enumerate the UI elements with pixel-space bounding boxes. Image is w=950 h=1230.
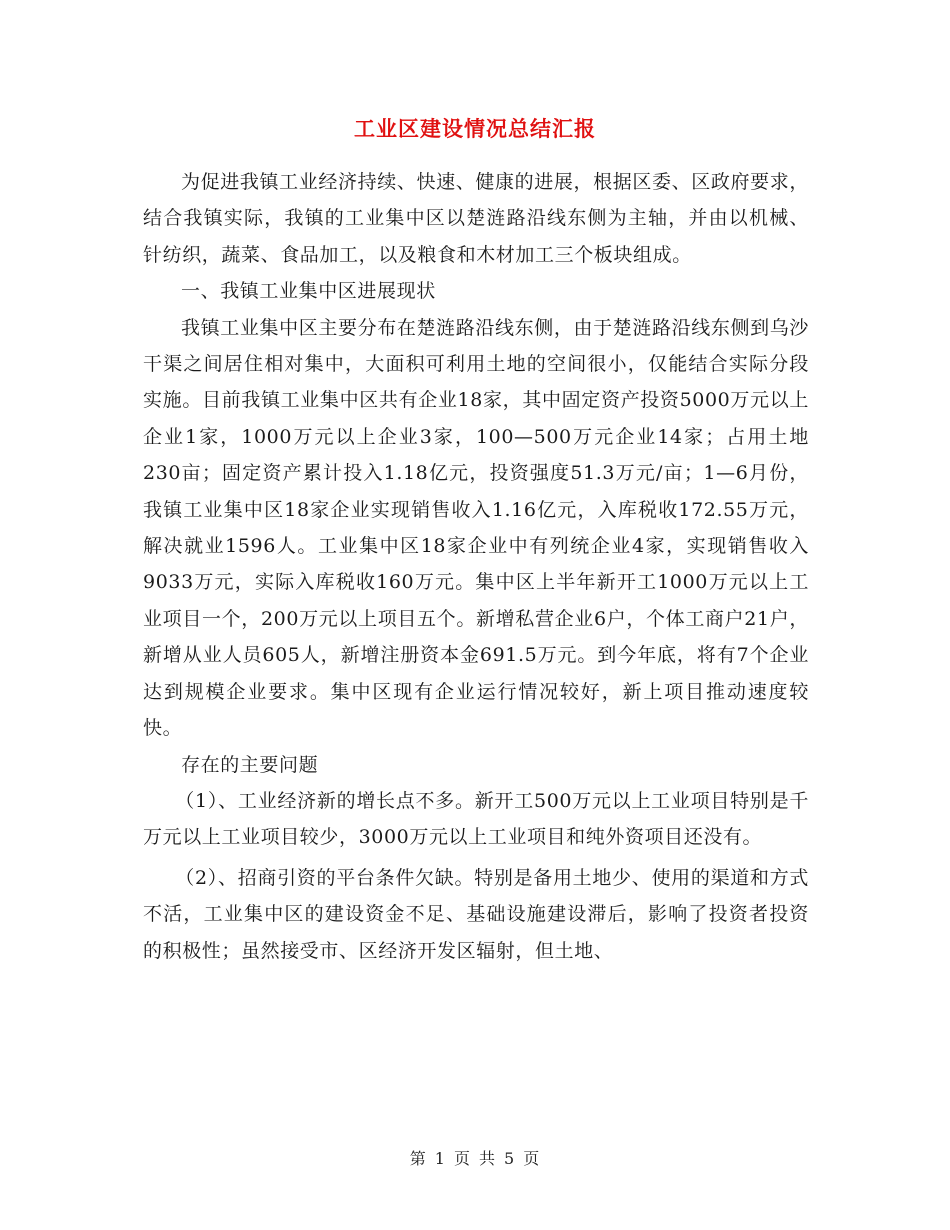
- paragraph-status: 我镇工业集中区主要分布在楚涟路沿线东侧，由于楚涟路沿线东侧到乌沙干渠之间居住相对集中，大面积可利用土地的空间很小，仅能结合实际分段实施。目前我镇工业集中区共有企业18家，其中固定资产投资5000万元以上企业1家，1000万元以上企业3家，100—500万元企业14家；占用土地230亩；固定资产累计投入1.18亿元，投资强度51.3万元/亩；1—6月份，我镇工业集中区18家企业实现销售收入1.16亿元，入库税收172.55万元，解决就业1596人。工业集中区18家企业中有列统企业4家，实现销售收入9033万元，实际入库税收160万元。集中区上半年新开工1000万元以上工业项目一个，200万元以上项目五个。新增私营企业6户，个体工商户21户，新增从业人员605人，新增注册资本金691.5万元。到今年底，将有7个企业达到规模企业要求。集中区现有企业运行情况较好，新上项目推动速度较快。: [143, 316, 809, 740]
- footer-total-pages: 5: [504, 1149, 516, 1168]
- footer-label-ye: 页: [453, 1149, 471, 1168]
- document-body: [143, 164, 809, 969]
- problem-item-1: （1）、工业经济新的增长点不多。新开工500万元以上工业项目特别是千万元以上工业项目较少，3000万元以上工业项目和纯外资项目还没有。: [143, 789, 809, 849]
- footer-label-ye2: 页: [523, 1149, 541, 1168]
- section-heading-status: 一、我镇工业集中区进展现状: [181, 280, 436, 303]
- footer-label-gong: 共: [479, 1149, 497, 1168]
- section-heading-problems: 存在的主要问题: [181, 753, 319, 776]
- footer-page-number: 1: [434, 1149, 446, 1168]
- page-footer: [0, 1148, 950, 1170]
- paragraph-intro: 为促进我镇工业经济持续、快速、健康的进展，根据区委、区政府要求，结合我镇实际，我镇的工业集中区以楚涟路沿线东侧为主轴，并由以机械、针纺织，蔬菜、食品加工，以及粮食和木材加工三个板块组成。: [143, 171, 809, 266]
- problem-item-2: （2）、招商引资的平台条件欠缺。特别是备用土地少、使用的渠道和方式不活，工业集中区的建设资金不足、基础设施建设滞后，影响了投资者投资的积极性；虽然接受市、区经济开发区辐射，但土地、: [143, 866, 809, 962]
- footer-label-di: 第: [409, 1149, 427, 1168]
- document-title: 工业区建设情况总结汇报: [354, 117, 596, 141]
